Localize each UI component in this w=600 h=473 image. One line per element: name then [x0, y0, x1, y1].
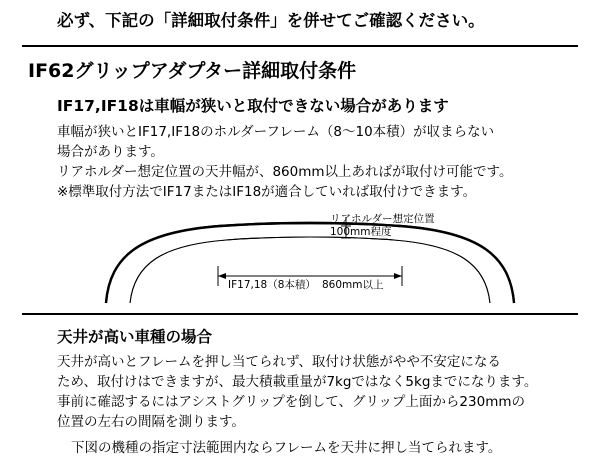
dimension-label-width: 860mm以上: [322, 279, 384, 291]
section2-heading: 天井が高い車種の場合: [57, 328, 213, 346]
page-title: IF62グリップアダプター詳細取付条件: [28, 60, 357, 82]
width-arrow-left: [218, 273, 226, 279]
roof-cross-section-diagram: [100, 206, 520, 309]
section1-line-4: ※標準取付方法でIF17またはIF18が適合していれば取付けできます。: [57, 184, 477, 200]
section1-line-3: リアホルダー想定位置の天井幅が、860mm以上あればが取付け可能です。: [57, 164, 513, 180]
lead-instruction: 必ず、下記の「詳細取付条件」を併せてご確認ください。: [57, 11, 485, 30]
roof-diagram-svg: [100, 206, 520, 309]
section2-line-4: 位置の左右の間隔を測ります。: [57, 414, 245, 430]
section1-heading: IF17,IF18は車幅が狭いと取付できない場合があります: [57, 97, 449, 115]
section2-footer: 下図の機種の指定寸法範囲内ならフレームを天井に押し当てられます。: [71, 440, 502, 456]
section2-body: [57, 352, 537, 432]
callout-rear-holder-position: [330, 213, 435, 239]
callout-line-1: リアホルダー想定位置: [330, 213, 435, 225]
roof-inner-outline-2: [130, 237, 490, 303]
section2-line-3: 事前に確認するにはアシストグリップを倒して、グリップ上面から230mmの: [57, 394, 526, 410]
callout-line-2: 100mm程度: [330, 226, 392, 238]
section1-body: [57, 122, 512, 202]
width-arrow-right: [394, 273, 402, 279]
section2-line-1: 天井が高いとフレームを押し当てられず、取付け状態がやや不安定になる: [57, 354, 501, 370]
divider-middle: [22, 313, 578, 315]
section2-line-2: ため、取付けはできますが、最大積載重量が7kgではなく5kgまでになります。: [57, 374, 538, 390]
section1-line-1: 車幅が狭いとIF17,IF18のホルダーフレーム（8〜10本積）が収まらない: [57, 124, 495, 140]
divider-top: [22, 45, 578, 47]
roof-left-panel: [106, 226, 226, 303]
section1-line-2: 場合があります。: [57, 144, 164, 160]
dimension-label-frame: IF17,18（8本積）: [228, 279, 316, 291]
